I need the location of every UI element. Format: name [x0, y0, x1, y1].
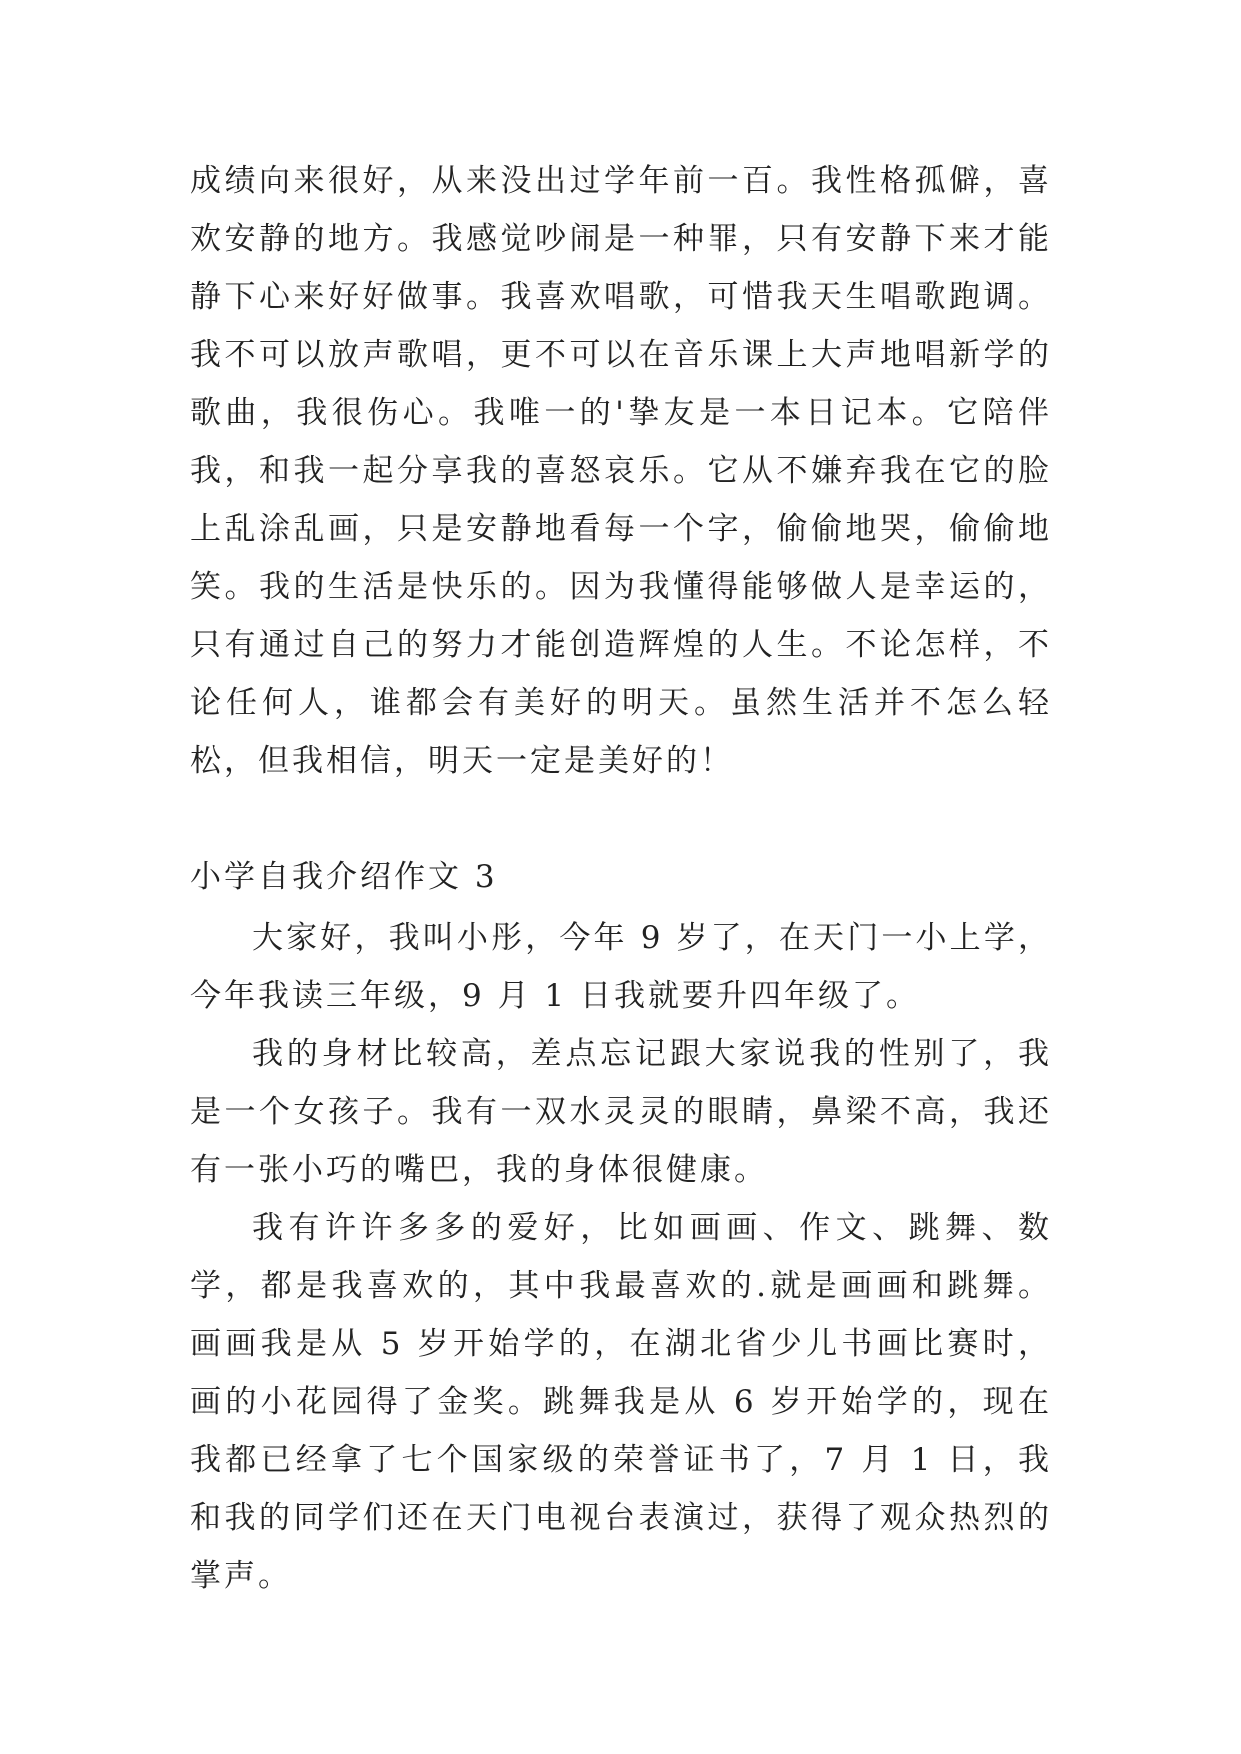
body-paragraph-3: 我有许许多多的爱好，比如画画、作文、跳舞、数学，都是我喜欢的，其中我最喜欢的.就是画画和跳舞。画画我是从 5 岁开始学的，在湖北省少儿书画比赛时，画的小花园得了金奖。跳舞我是从 6 岁开始学的，现在我都已经拿了七个国家级的荣誉证书了，7 月 1 日，我和我的同学们还在天门电视台表演过，获得了观众热烈的掌声。 — [190, 1210, 1052, 1594]
intro-paragraph: 成绩向来很好，从来没出过学年前一百。我性格孤僻，喜欢安静的地方。我感觉吵闹是一种罪，只有安静下来才能静下心来好好做事。我喜欢唱歌，可惜我天生唱歌跑调。我不可以放声歌唱，更不可以在音乐课上大声地唱新学的歌曲，我很伤心。我唯一的'挚友是一本日记本。它陪伴我，和我一起分享我的喜怒哀乐。它从不嫌弃我在它的脸上乱涂乱画，只是安静地看每一个字，偷偷地哭，偷偷地笑。我的生活是快乐的。因为我懂得能够做人是幸运的，只有通过自己的努力才能创造辉煌的人生。不论怎样，不论任何人，谁都会有美好的明天。虽然生活并不怎么轻松，但我相信，明天一定是美好的！ — [190, 163, 1052, 779]
section-body — [190, 909, 1052, 1605]
document-page — [190, 152, 1052, 1605]
body-paragraph-1: 大家好，我叫小彤，今年 9 岁了，在天门一小上学，今年我读三年级，9 月 1 日我就要升四年级了。 — [190, 920, 1052, 1014]
paragraph-gap — [190, 790, 1052, 848]
section-title: 小学自我介绍作文 3 — [190, 859, 498, 895]
body-paragraph-2: 我的身材比较高，差点忘记跟大家说我的性别了，我是一个女孩子。我有一双水灵灵的眼睛，鼻梁不高，我还有一张小巧的嘴巴，我的身体很健康。 — [190, 1036, 1052, 1188]
